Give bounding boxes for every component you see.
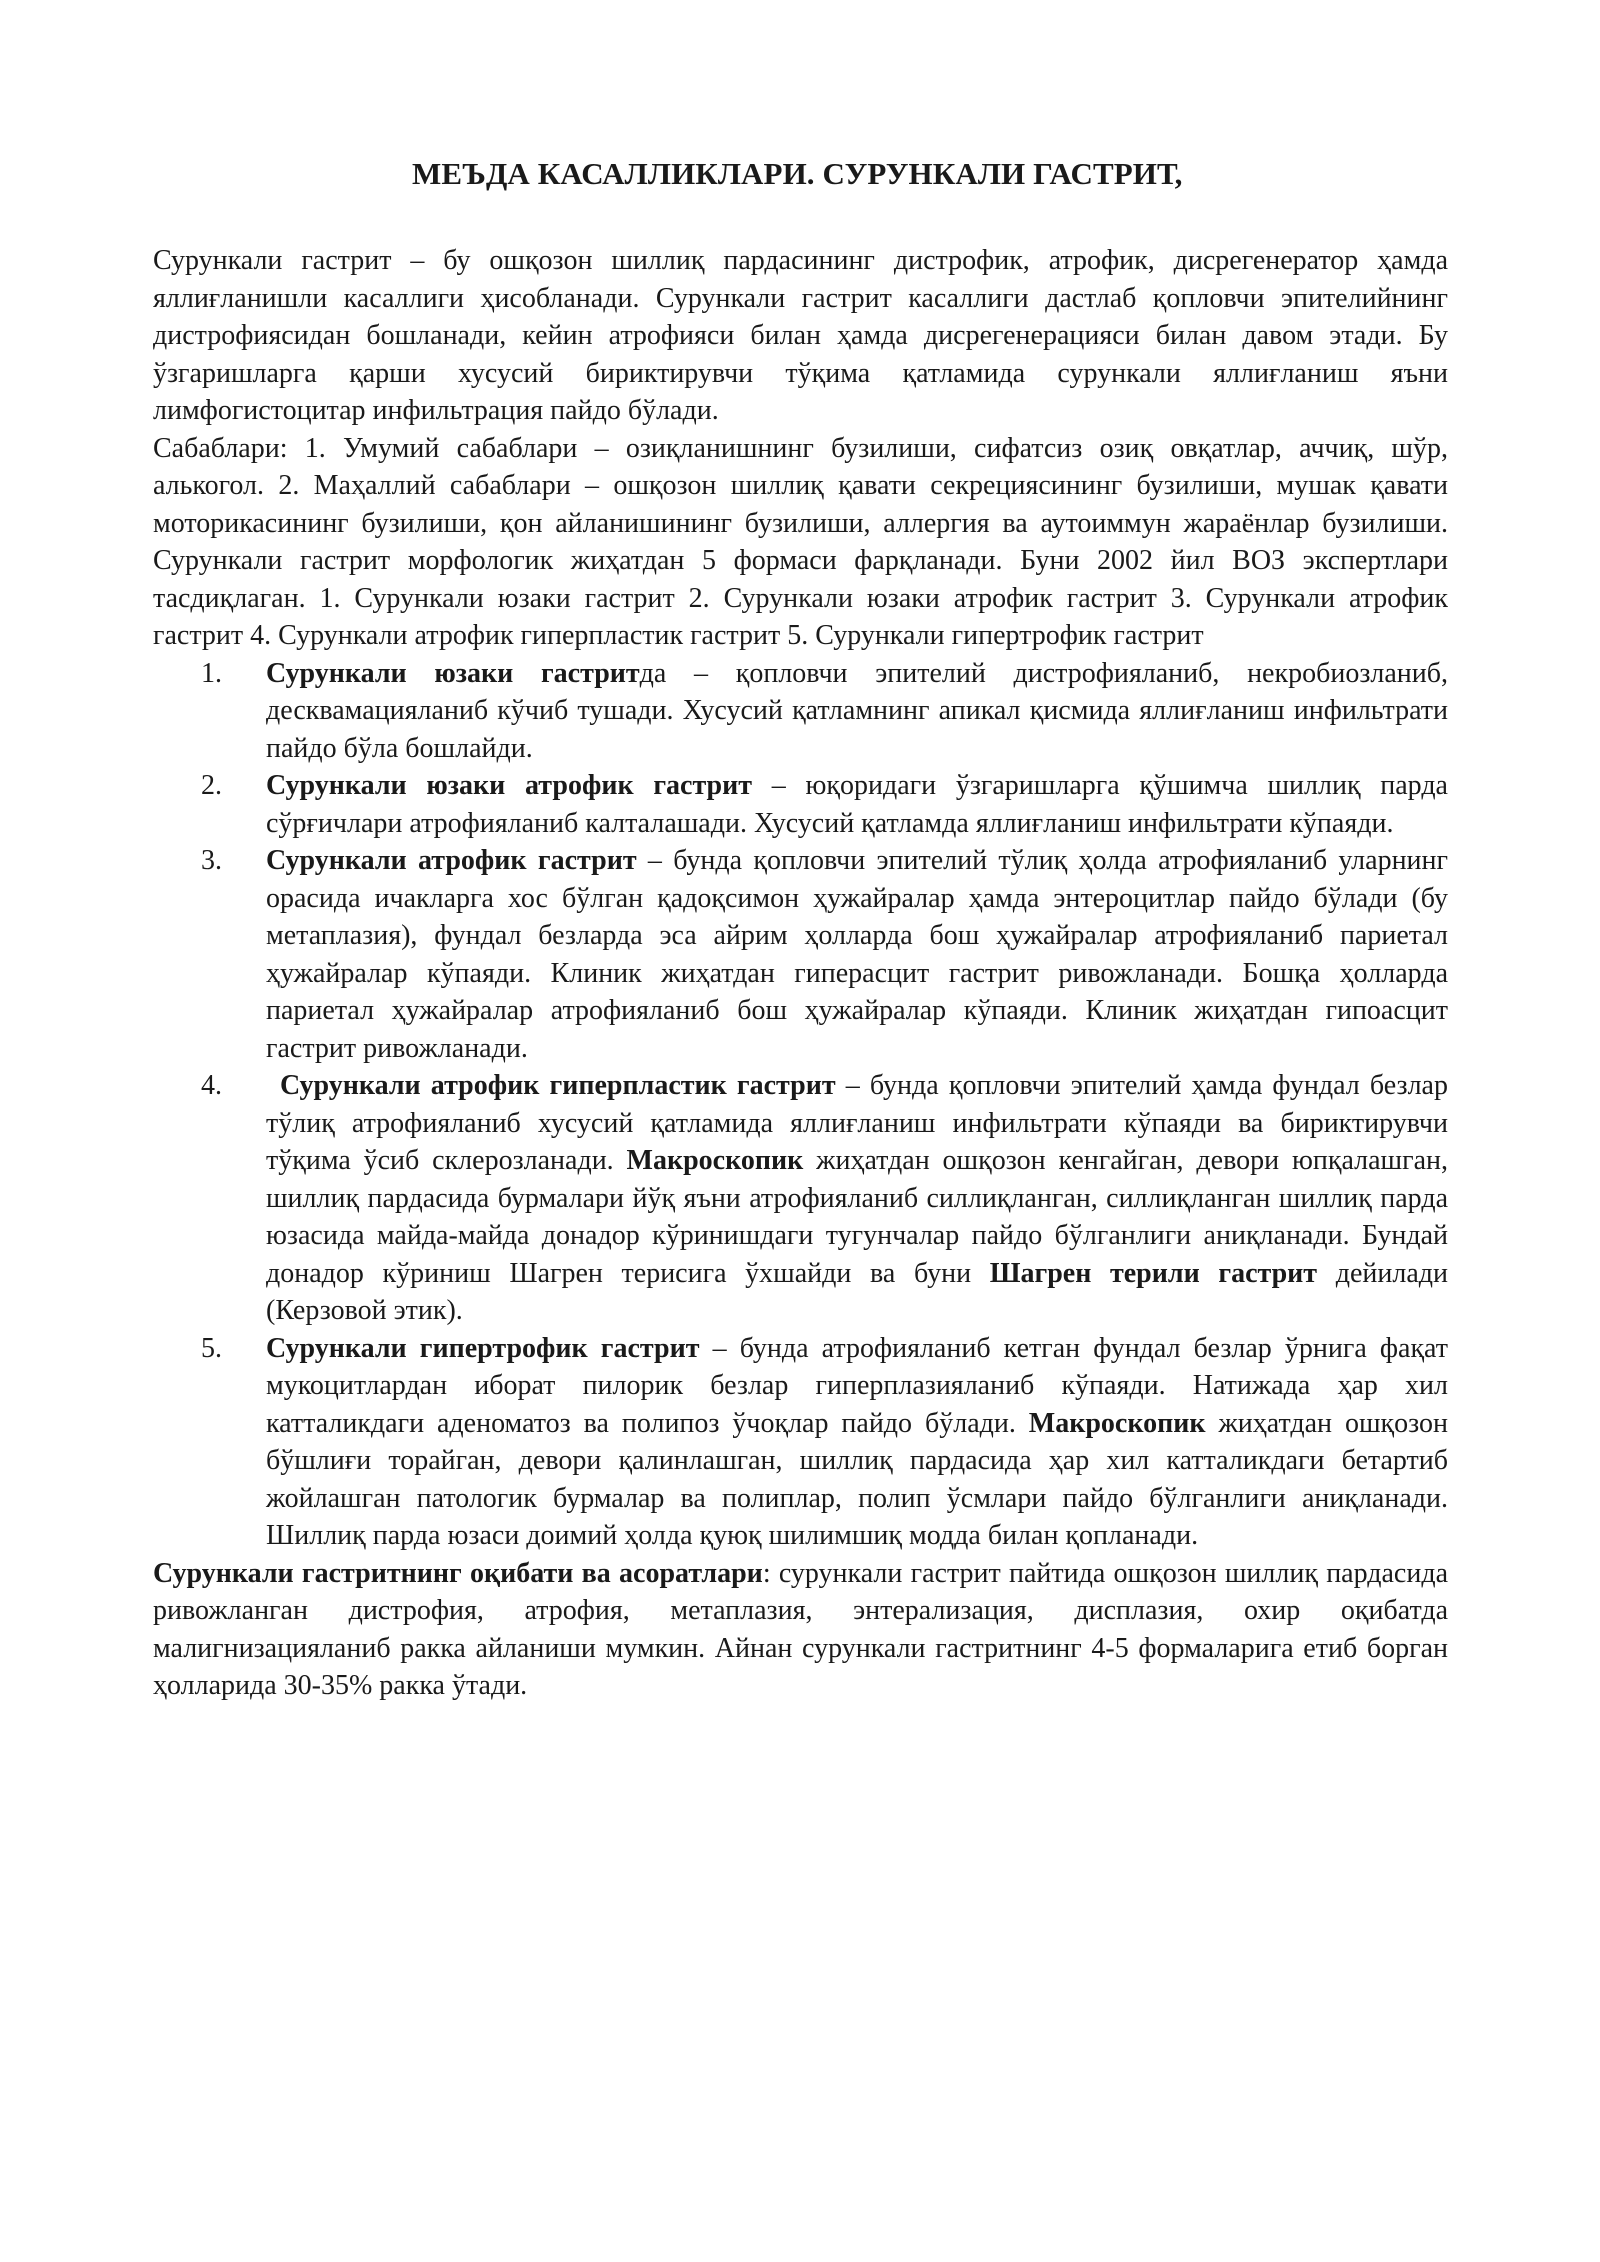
list-item-body [266, 658, 1448, 764]
list-item-body [266, 1333, 1448, 1552]
outcome-text: : сурункали гастрит пайтида ошқозон шиллиқ пардасида ривожланган дистрофия, атрофия, метаплазия, энтерализация, дисплазия, охир оқибатда малигнизацияланиб ракка айланиши мумкин. Айнан сурункали гастритнинг 4-5 формаларига етиб борган ҳолларида 30-35% ракка ўтади. [153, 1557, 1448, 1701]
list-item-text: – бунда қопловчи эпителий ҳамда фундал безлар тўлиқ атрофияланиб хусусий қатламида яллиғланиш инфильтрати кўпаяди ва бириктирувчи тўқима ўсиб склерозланади. [266, 1070, 1448, 1176]
list-item-term: Сурункали гипертрофик гастрит [266, 1332, 700, 1364]
document-body [153, 242, 1448, 1705]
list-item-term: Сурункали юзаки атрофик гастрит [266, 770, 753, 801]
list-item-text: – бунда атрофияланиб кетган фундал безлар ўрнига фақат мукоцитлардан иборат пилорик безлар гиперплазияланиб кўпаяди. Натижада ҳар хил катталикдаги аденоматоз ва полипоз ўчоқлар пайдо бўлади. [266, 1332, 1448, 1439]
list-item-body [266, 845, 1448, 1064]
list-item [153, 842, 1448, 1067]
list-item-term-macroscopic: Макроскопик [1028, 1407, 1206, 1439]
causes-paragraph: Сабаблари: 1. Умумий сабаблари – озиқланишнинг бузилиши, сифатсиз озиқ овқатлар, аччиқ, шўр, алькогол. 2. Маҳаллий сабаблари – ошқозон шиллиқ қавати секрециясининг бузилиши, мушак қавати моторикасининг бузилиши, қон айланишининг бузилиши, аллергия ва аутоиммун жараёнлар бузилиши. Сурункали гастрит морфологик жиҳатдан 5 формаси фарқланади. Буни 2002 йил ВОЗ экспертлари тасдиқлаган. 1. Сурункали юзаки гастрит 2. Сурункали юзаки атрофик гастрит 3. Сурункали атрофик гастрит 4. Сурункали атрофик гиперпластик гастрит 5. Сурункали гипертрофик гастрит [153, 432, 1448, 651]
list-item [153, 655, 1448, 768]
list-item-term: Сурункали атрофик гиперпластик гастрит [280, 1070, 836, 1101]
list-item-text: жиҳатдан ошқозон бўшлиғи торайган, девори қалинлашган, шиллиқ пардасида ҳар хил катталикдаги бетартиб жойлашган патологик бурмалар ва полиплар, полип ўсмлари пайдо бўлганлиги аниқланади. Шиллиқ парда юзаси доимий ҳолда қуюқ шилимшиқ модда билан қопланади. [266, 1407, 1448, 1551]
list-item-text: дейилади (Керзовой этик). [266, 1257, 1448, 1326]
list-item-text: – юқоридаги ўзгаришларга қўшимча шиллиқ парда сўрғичлари атрофияланиб калталашади. Хусусий қатламда яллиғланиш инфильтрати кўпаяди. [266, 770, 1448, 839]
outcome-heading: Сурункали гастритнинг оқибати ва асоратлари [153, 1557, 763, 1589]
list-item-text: жиҳатдан ошқозон кенгайган, девори юпқалашган, шиллиқ пардасида бурмалари йўқ яъни атрофияланиб силлиқланган, силлиқланган шиллиқ парда юзасида майда-майда донадор кўринишдаги тугунчалар пайдо бўлганлиги аниқланади. Бундай донадор кўриниш Шагрен терисига ўхшайди ва буни [266, 1145, 1448, 1289]
intro-paragraph: Сурункали гастрит – бу ошқозон шиллиқ пардасининг дистрофик, атрофик, дисрегенератор ҳамда яллиғланишли касаллиги ҳисобланади. Сурункали гастрит касаллиги дастлаб қопловчи эпителийнинг дистрофиясидан бошланади, кейин атрофияси билан ҳамда дисрегенерацияси билан давом этади. Бу ўзгаришларга қарши хусусий бириктирувчи тўқима қатламида сурункали яллиғланиш яъни лимфогистоцитар инфильтрация пайдо бўлади. [153, 245, 1448, 426]
list-item-text: – бунда қопловчи эпителий тўлиқ ҳолда атрофияланиб уларнинг орасида ичакларга хос бўлган қадоқсимон ҳужайралар ҳамда энтероцитлар пайдо бўлади (бу метаплазия), фундал безларда эса айрим ҳолларда бош ҳужайралар атрофияланиб париетал ҳужайралар кўпаяди. Клиник жиҳатдан гиперасцит гастрит ривожланади. Бошқа ҳолларда париетал ҳужайралар атрофияланиб бош ҳужайралар кўпаяди. Клиник жиҳатдан гипоасцит гастрит ривожланади. [266, 845, 1449, 1064]
list-item-number: 3. [201, 845, 222, 876]
list-item-body [266, 770, 1448, 839]
list-item-term-shagreen: Шагрен терили гастрит [989, 1257, 1318, 1289]
list-item-term-macroscopic: Макроскопик [626, 1145, 804, 1176]
list-item [153, 1067, 1448, 1330]
document-title: МЕЪДА КАСАЛЛИКЛАРИ. СУРУНКАЛИ ГАСТРИТ, [412, 156, 1183, 191]
list-item-term: Сурункали юзаки гастрит [266, 657, 640, 689]
list-item-term: Сурункали атрофик гастрит [266, 845, 637, 876]
list-item-number: 4. [201, 1070, 222, 1101]
outcome-paragraph [153, 1555, 1448, 1705]
list-item-number: 2. [201, 770, 222, 801]
list-item-text: да – қопловчи эпителий дистрофияланиб, некробиозланиб, десквамацияланиб кўчиб тушади. Хусусий қатламнинг апикал қисмида яллиғланиш инфильтрати пайдо бўла бошлайди. [266, 657, 1448, 764]
list-item [153, 1330, 1448, 1555]
gastritis-forms-list [153, 655, 1448, 1555]
list-item-number: 5. [201, 1332, 222, 1364]
list-item-number: 1. [201, 657, 222, 689]
list-item-body [266, 1067, 1448, 1330]
list-item [153, 767, 1448, 842]
